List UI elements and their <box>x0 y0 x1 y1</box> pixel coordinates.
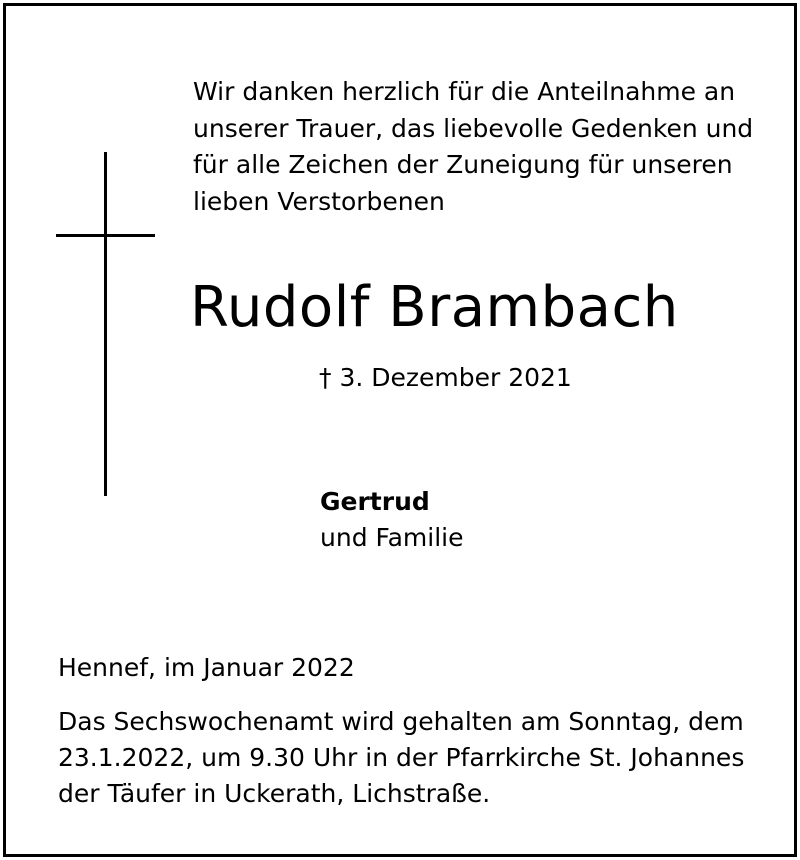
deceased-name: Rudolf Brambach <box>190 275 679 340</box>
place-date: Hennef, im Januar 2022 <box>58 653 355 682</box>
cross-icon <box>104 152 107 496</box>
thanks-line: lieben Verstorbenen <box>193 186 445 216</box>
survivor-family: und Familie <box>320 523 464 552</box>
cross-icon-crossbar <box>56 234 155 237</box>
survivor-name: Gertrud <box>320 487 430 516</box>
thanks-line: Wir danken herzlich für die Anteilnahme an <box>193 77 736 106</box>
death-date: † 3. Dezember 2021 <box>319 363 572 392</box>
survivors <box>320 484 463 556</box>
service-line: 23.1.2022, um 9.30 Uhr in der Pfarrkirche St. Johannes <box>58 743 745 772</box>
service-info <box>58 704 758 812</box>
service-line: der Täufer in Uckerath, Lichstraße. <box>58 779 491 808</box>
thanks-line: für alle Zeichen der Zuneigung für unseren <box>193 150 733 179</box>
thanks-text <box>193 74 753 220</box>
thanks-line: unserer Trauer, das liebevolle Gedenken und <box>193 113 754 143</box>
service-line: Das Sechswochenamt wird gehalten am Sonntag, dem <box>58 707 744 736</box>
